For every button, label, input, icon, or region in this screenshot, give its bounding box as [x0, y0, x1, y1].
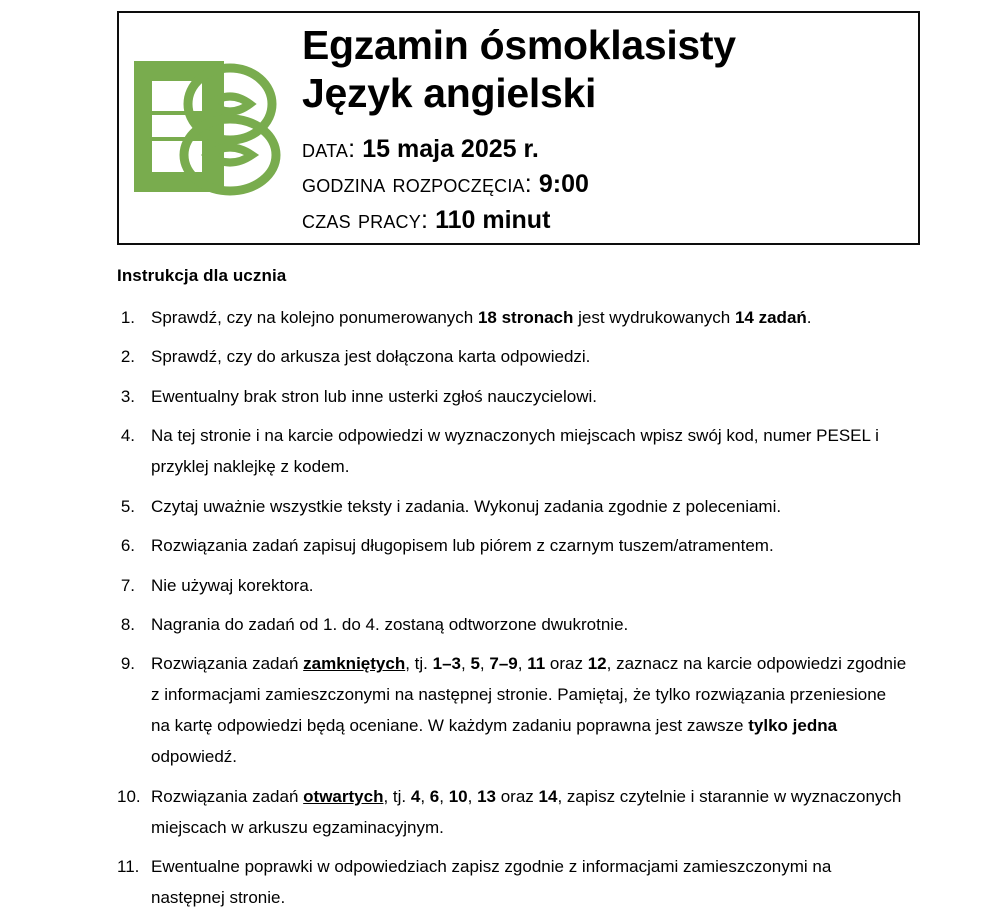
instruction-item — [117, 303, 907, 334]
instruction-number: 8. — [120, 615, 135, 634]
instruction-number: 5. — [120, 496, 135, 516]
instruction-item — [117, 782, 907, 844]
logo-container — [119, 13, 302, 243]
instruction-text: Rozwiązania zadań zamkniętych, tj. 1–3, 5, 7–9, 11 oraz 12, zaznacz na karcie odpowiedzi zgodnie z informacjami zamieszczonymi na następnej stronie. Pamiętaj, że tylko rozwiązania przeniesione na kartę odpowiedzi będą oceniane. W każdym zadaniu poprawna jest zawsze tylko jedna odpowiedź. — [151, 654, 907, 767]
exam-meta-date-value: 15 maja 2025 r. — [362, 134, 539, 163]
instruction-item — [117, 342, 907, 373]
exam-meta-duration-value: 110 minut — [435, 205, 551, 234]
instruction-text: Rozwiązania zadań zapisuj długopisem lub piórem z czarnym tuszem/atramentem. — [151, 536, 774, 556]
instruction-item — [117, 571, 907, 602]
exam-title-line-1: Egzamin ósmoklasisty — [302, 22, 736, 68]
header-text-block — [302, 13, 918, 238]
instruction-text: Nie używaj korektora. — [151, 575, 314, 595]
instruction-number: 9. — [120, 654, 135, 674]
instruction-text: Rozwiązania zadań otwartych, tj. 4, 6, 10, 13 oraz 14, zapisz czytelnie i starannie w wyznaczonych miejscach w arkuszu egzaminacyjnym. — [151, 786, 902, 837]
instruction-text: Na tej stronie i na karcie odpowiedzi w wyznaczonych miejscach wpisz swój kod, numer PESEL i przyklej naklejkę z kodem. — [151, 426, 879, 477]
instruction-item — [117, 531, 907, 562]
instructions-list — [117, 303, 907, 922]
instruction-number: 10. — [117, 786, 141, 806]
instruction-item — [117, 421, 907, 483]
instruction-number: 4. — [120, 426, 135, 446]
instruction-item — [117, 852, 907, 914]
exam-meta-start-time-label: godzina rozpoczęcia: — [302, 170, 532, 199]
instructions-heading: Instrukcja dla ucznia — [117, 266, 287, 285]
instruction-number: 11. — [117, 857, 140, 877]
instruction-number: 3. — [120, 386, 135, 406]
exam-title-line-2: Język angielski — [302, 70, 597, 117]
exam-meta-start-time-value: 9:00 — [538, 170, 589, 199]
exam-header-box — [117, 11, 920, 245]
exam-meta-duration — [302, 203, 918, 239]
instruction-number: 6. — [120, 536, 135, 556]
instruction-text: Czytaj uważnie wszystkie teksty i zadania. Wykonuj zadania zgodnie z poleceniami. — [151, 496, 782, 516]
instruction-text: Ewentualny brak stron lub inne usterki zgłoś nauczycielowi. — [151, 386, 598, 406]
instruction-number: 1. — [120, 308, 135, 327]
instruction-text: Sprawdź, czy do arkusza jest dołączona karta odpowiedzi. — [151, 347, 591, 367]
instruction-number: 7. — [120, 575, 135, 595]
e8-exam-logo-icon — [132, 59, 284, 194]
exam-meta-list — [302, 132, 918, 239]
exam-title — [302, 21, 918, 118]
instruction-number: 2. — [120, 347, 135, 367]
instruction-item — [117, 610, 907, 641]
exam-meta-duration-label: czas pracy: — [302, 205, 429, 234]
instruction-text: Ewentualne poprawki w odpowiedziach zapisz zgodnie z informacjami zamieszczonymi na następnej stronie. — [151, 857, 832, 907]
instruction-item — [117, 649, 907, 773]
instruction-text: Nagrania do zadań od 1. do 4. zostaną odtworzone dwukrotnie. — [151, 615, 629, 634]
instruction-item — [117, 492, 907, 523]
instruction-text: Sprawdź, czy na kolejno ponumerowanych 18 stronach jest wydrukowanych 14 zadań. — [151, 308, 812, 327]
exam-meta-start-time — [302, 167, 918, 203]
instruction-item — [117, 382, 907, 413]
exam-meta-date — [302, 132, 918, 168]
exam-meta-date-label: data: — [302, 134, 356, 163]
